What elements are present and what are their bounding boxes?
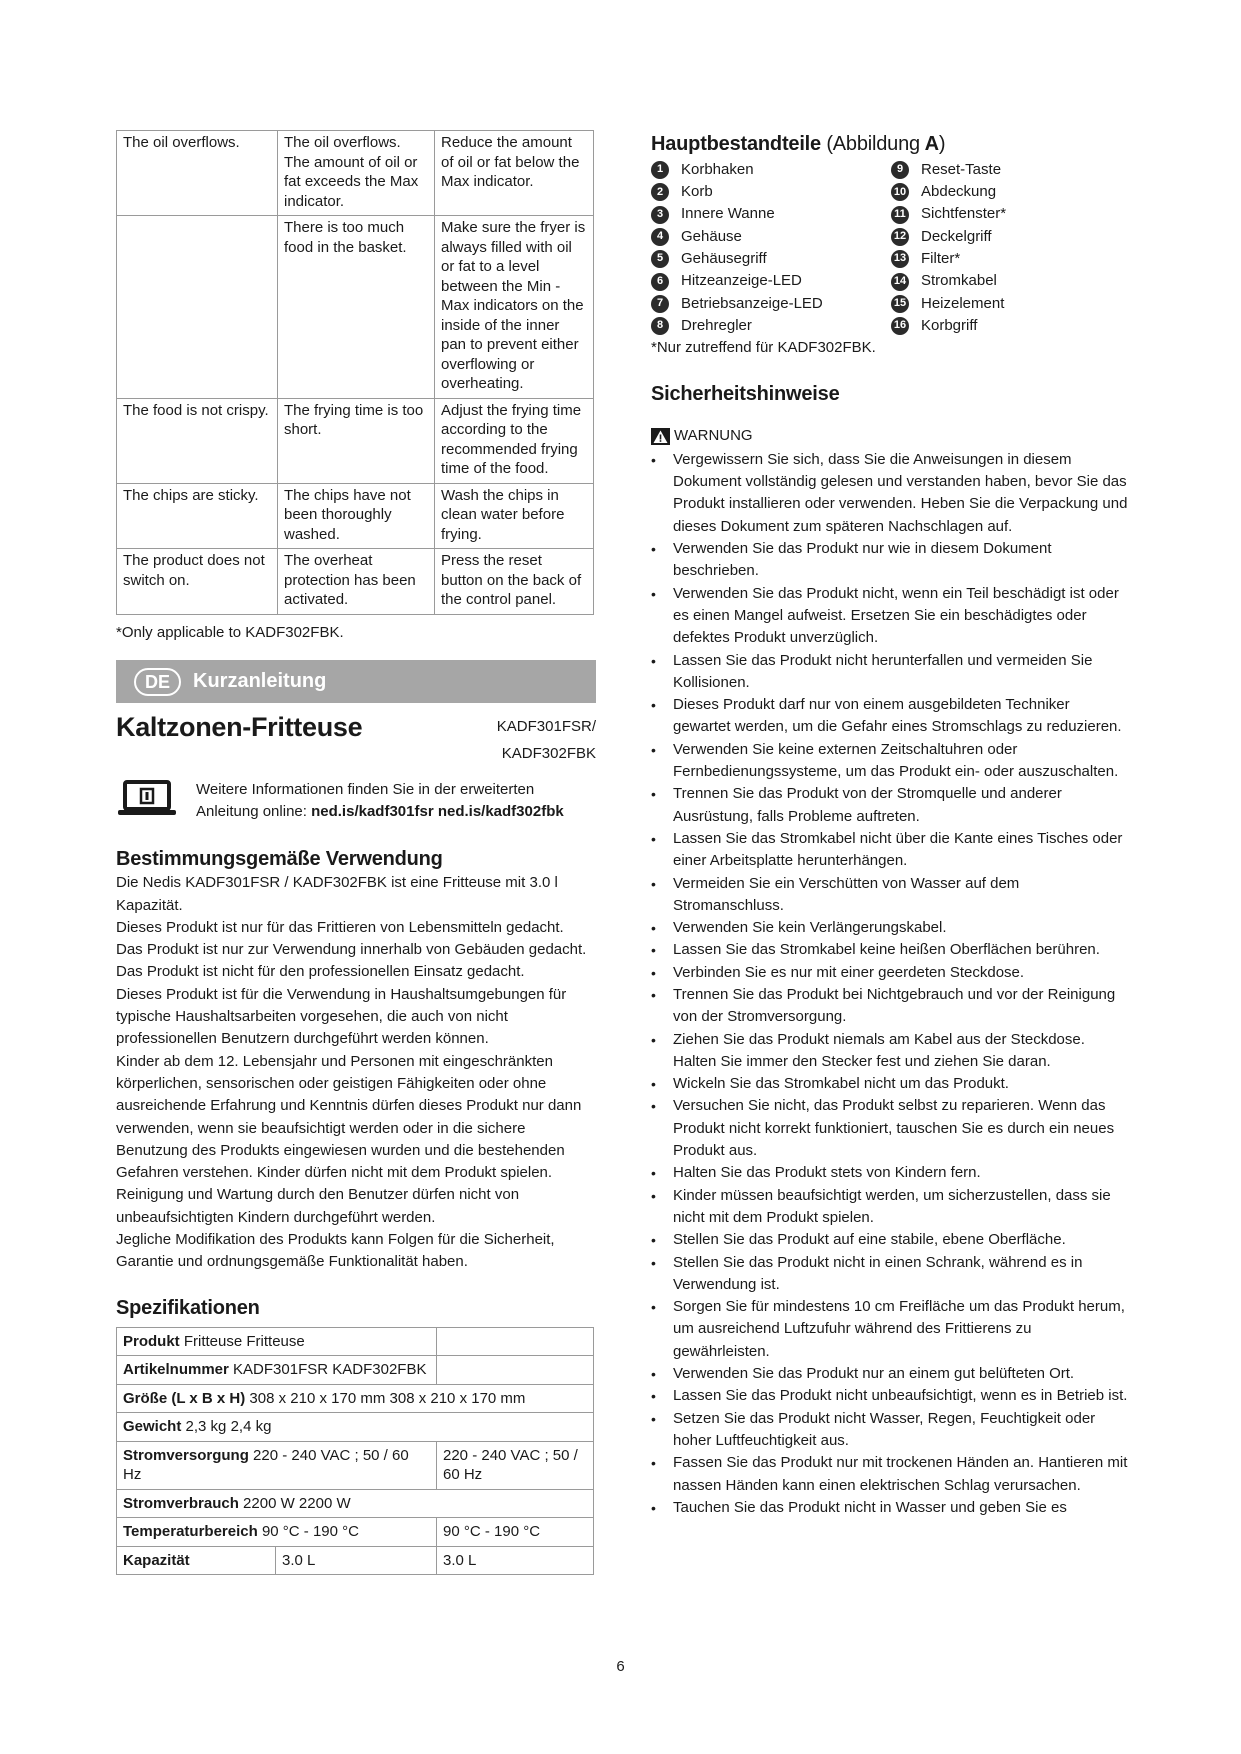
spec-value: 308 x 210 x 170 mm [389, 1389, 526, 1407]
online-info-text [196, 779, 564, 823]
paragraph: Dieses Produkt ist nur für das Frittieren von Lebensmitteln gedacht. [116, 918, 564, 936]
section-bar-label: Kurzanleitung [193, 670, 327, 693]
parts-heading-fig: A [924, 133, 939, 155]
intended-use-body [116, 872, 596, 1273]
spec-cell: 3.0 L [276, 1546, 437, 1575]
spec-cell [437, 1327, 594, 1356]
spec-label: Artikelnummer [123, 1361, 229, 1379]
spec-value: 2,4 kg [230, 1418, 272, 1436]
list-item [891, 248, 1131, 270]
table-row [117, 549, 594, 615]
paragraph: Kinder ab dem 12. Lebensjahr und Personen mit eingeschränkten körperlichen, sensorischen oder geistigen Fähigkeiten oder ohne ausreichende Erfahrung und Kenntnis dürfen dieses Produkt nur dann verwenden, wenn sie beaufsichtigt werden oder in die sichere Benutzung des Produkts eingewiesen wurden und die bestehenden Gefahren verstehen. Kinder dürfen nicht mit dem Produkt spielen. Reinigung und Wartung durch den Benutzer dürfen nicht von unbeaufsichtigten Kindern durchgeführt werden. [116, 1052, 582, 1226]
number-badge: 16 [891, 317, 909, 335]
spec-value: Fritteuse [246, 1332, 305, 1350]
list-item: • Lassen Sie das Produkt nicht unbeaufsichtigt, wenn es in Betrieb ist. [651, 1385, 1131, 1407]
number-badge: 11 [891, 206, 909, 224]
number-badge: 8 [651, 317, 669, 335]
spec-value: 220 - 240 VAC ; 50 / 60 Hz [123, 1446, 409, 1484]
table-row [117, 1356, 594, 1385]
list-item [651, 293, 891, 315]
intended-use-heading: Bestimmungsgemäße Verwendung [116, 848, 443, 871]
list-item [651, 226, 891, 248]
spec-cell [437, 1356, 594, 1385]
spec-value: 308 x 210 x 170 mm [249, 1389, 386, 1407]
model-code-line: KADF302FBK [501, 745, 596, 763]
spec-value: 2200 W [243, 1494, 295, 1512]
list-item: • Halten Sie das Produkt stets von Kindern fern. [651, 1162, 1131, 1184]
problem-cell: The oil overflows. [117, 131, 278, 216]
problem-cell: The product does not switch on. [117, 549, 278, 615]
list-item: • Verwenden Sie das Produkt nur wie in diesem Dokument beschrieben. [651, 538, 1131, 583]
cause-cell: The frying time is too short. [278, 398, 435, 483]
solution-cell: Reduce the amount of oil or fat below the Max indicator. [435, 131, 594, 216]
list-item: • Lassen Sie das Stromkabel nicht über die Kante eines Tisches oder einer Arbeitsplatte herunterhängen. [651, 828, 1131, 873]
number-badge: 4 [651, 228, 669, 246]
number-badge: 12 [891, 228, 909, 246]
spec-label: Stromversorgung [123, 1446, 249, 1464]
part-label: Gehäuse [681, 227, 742, 245]
list-item [891, 315, 1131, 337]
solution-cell: Adjust the frying time according to the recommended frying time of the food. [435, 398, 594, 483]
spec-cell [117, 1384, 594, 1413]
list-item: • Tauchen Sie das Produkt nicht in Wasser und geben Sie es [651, 1497, 1131, 1519]
spec-value: 90 °C - 190 °C [261, 1523, 359, 1541]
title-row [116, 707, 596, 765]
spec-cell: 3.0 L [437, 1546, 594, 1575]
language-section-bar [116, 660, 596, 703]
list-item: • Lassen Sie das Produkt nicht herunterfallen und vermeiden Sie Kollisionen. [651, 650, 1131, 695]
specs-table [116, 1327, 594, 1576]
table-row [117, 1546, 594, 1575]
specs-heading: Spezifikationen [116, 1296, 260, 1319]
list-item: • Stellen Sie das Produkt nicht in einen Schrank, während es in Verwendung ist. [651, 1252, 1131, 1297]
problem-cell [117, 216, 278, 399]
parts-heading-ref: (Abbildung [826, 133, 920, 155]
list-item: • Kinder müssen beaufsichtigt werden, um sicherzustellen, dass sie nicht mit dem Produkt spielen. [651, 1185, 1131, 1230]
paragraph: Das Produkt ist nur zur Verwendung innerhalb von Gebäuden gedacht. [116, 941, 587, 959]
spec-cell [117, 1356, 437, 1385]
number-badge: 2 [651, 183, 669, 201]
list-item [891, 204, 1131, 226]
list-item [891, 270, 1131, 292]
number-badge: 5 [651, 250, 669, 268]
cause-cell: The chips have not been thoroughly washed. [278, 483, 435, 549]
number-badge: 14 [891, 273, 909, 291]
part-label: Deckelgriff [921, 227, 992, 245]
spec-cell [117, 1413, 594, 1442]
part-label: Innere Wanne [681, 205, 775, 223]
model-codes [497, 713, 596, 767]
list-item [651, 204, 891, 226]
info-line: Weitere Informationen finden Sie in der erweiterten [196, 781, 535, 799]
spec-value: Fritteuse [183, 1332, 243, 1350]
parts-footnote: *Nur zutreffend für KADF302FBK. [651, 339, 876, 357]
spec-cell: 90 °C - 190 °C [437, 1518, 594, 1547]
list-item: • Sorgen Sie für mindestens 10 cm Freifläche um das Produkt herum, um ausreichend Luftzufuhr während des Frittierens zu gewährleisten. [651, 1296, 1131, 1363]
parts-heading-bold: Hauptbestandteile [651, 133, 821, 155]
spec-label: Größe (L x B x H) [123, 1389, 246, 1407]
parts-heading-close: ) [938, 133, 946, 155]
spec-value: KADF302FBK [332, 1361, 427, 1379]
part-label: Reset-Taste [921, 160, 1002, 178]
info-line-links [196, 801, 564, 823]
part-label: Abdeckung [921, 183, 997, 201]
parts-column [651, 159, 891, 337]
solution-cell: Wash the chips in clean water before frying. [435, 483, 594, 549]
info-prefix: Anleitung online: [196, 803, 312, 821]
spec-label: Produkt [123, 1332, 180, 1350]
warning-label [651, 427, 1131, 446]
list-item: • Verwenden Sie keine externen Zeitschaltuhren oder Fernbedienungssysteme, um das Produkt ein- oder auszuschalten. [651, 739, 1131, 784]
part-label: Sichtfenster* [921, 205, 1007, 223]
number-badge: 7 [651, 295, 669, 313]
list-item [891, 181, 1131, 203]
parts-list [651, 159, 1131, 337]
list-item [651, 315, 891, 337]
parts-heading [651, 132, 1131, 157]
info-links[interactable]: ned.is/kadf301fsr ned.is/kadf302fbk [311, 803, 564, 821]
number-badge: 13 [891, 250, 909, 268]
problem-cell: The food is not crispy. [117, 398, 278, 483]
spec-value: 2200 W [298, 1494, 351, 1512]
footnote: *Only applicable to KADF302FBK. [116, 623, 344, 641]
part-label: Heizelement [921, 294, 1005, 312]
list-item: • Stellen Sie das Produkt auf eine stabile, ebene Oberfläche. [651, 1229, 1131, 1251]
table-row [117, 216, 594, 399]
spec-value: 2,3 kg [185, 1418, 227, 1436]
list-item [651, 270, 891, 292]
safety-list [651, 449, 1131, 1519]
list-item: • Vermeiden Sie ein Verschütten von Wasser auf dem Stromanschluss. [651, 873, 1131, 918]
cause-cell: There is too much food in the basket. [278, 216, 435, 399]
list-item [651, 181, 891, 203]
spec-value: KADF301FSR [233, 1361, 329, 1379]
troubleshooting-table [116, 130, 594, 615]
paragraph: Jegliche Modifikation des Produkts kann Folgen für die Sicherheit, Garantie und ordnungsgemäße Funktionalität haben. [116, 1231, 555, 1271]
paragraph: Dieses Produkt ist für die Verwendung in Haushaltsumgebungen für typische Haushaltsarbeiten vorgesehen, die auch von nicht professionellen Benutzern durchgeführt werden können. [116, 985, 567, 1048]
spec-label: Stromverbrauch [123, 1494, 239, 1512]
list-item: • Fassen Sie das Produkt nur mit trockenen Händen an. Hantieren mit nassen Händen kann einen elektrischen Schlag verursachen. [651, 1452, 1131, 1497]
list-item: • Trennen Sie das Produkt von der Stromquelle und anderer Ausrüstung, falls Probleme auftreten. [651, 783, 1131, 828]
part-label: Betriebsanzeige-LED [681, 294, 823, 312]
part-label: Korbhaken [681, 160, 754, 178]
spec-cell: 220 - 240 VAC ; 50 / 60 Hz [437, 1441, 594, 1489]
part-label: Korb [681, 183, 713, 201]
table-row [117, 1518, 594, 1547]
part-label: Drehregler [681, 316, 752, 334]
list-item: • Verbinden Sie es nur mit einer geerdeten Steckdose. [651, 962, 1131, 984]
list-item: • Trennen Sie das Produkt bei Nichtgebrauch und vor der Reinigung von der Stromversorgung. [651, 984, 1131, 1029]
table-row [117, 1413, 594, 1442]
table-row [117, 483, 594, 549]
laptop-info-icon [116, 779, 178, 819]
list-item: • Setzen Sie das Produkt nicht Wasser, Regen, Feuchtigkeit oder hoher Luftfeuchtigkeit aus. [651, 1408, 1131, 1453]
list-item [891, 293, 1131, 315]
list-item: • Ziehen Sie das Produkt niemals am Kabel aus der Steckdose. Halten Sie immer den Stecker fest und ziehen Sie daran. [651, 1029, 1131, 1074]
table-row [117, 1489, 594, 1518]
warning-icon [651, 428, 670, 445]
parts-column [891, 159, 1131, 337]
table-row [117, 398, 594, 483]
number-badge: 1 [651, 161, 669, 179]
cause-cell: The oil overflows. The amount of oil or fat exceeds the Max indicator. [278, 131, 435, 216]
part-label: Filter* [921, 249, 961, 267]
list-item [651, 159, 891, 181]
spec-cell [117, 1489, 594, 1518]
model-code-line: KADF301FSR/ [496, 718, 596, 736]
spec-label: Kapazität [123, 1551, 190, 1569]
list-item: • Verwenden Sie kein Verlängerungskabel. [651, 917, 1131, 939]
solution-cell: Press the reset button on the back of the control panel. [435, 549, 594, 615]
solution-cell: Make sure the fryer is always filled with oil or fat to a level between the Min - Max indicators on the inside of the inner pan to prevent either overflowing or overheating. [435, 216, 594, 399]
list-item: • Wickeln Sie das Stromkabel nicht um das Produkt. [651, 1073, 1131, 1095]
table-row [117, 131, 594, 216]
right-column [651, 132, 1131, 1519]
list-item: • Verwenden Sie das Produkt nur an einem gut belüfteten Ort. [651, 1363, 1131, 1385]
part-label: Gehäusegriff [681, 249, 767, 267]
list-item: • Versuchen Sie nicht, das Produkt selbst zu reparieren. Wenn das Produkt nicht korrekt funktioniert, tauschen Sie es durch ein neues Produkt aus. [651, 1095, 1131, 1162]
number-badge: 10 [891, 183, 909, 201]
part-label: Korbgriff [921, 316, 978, 334]
spec-cell [117, 1327, 437, 1356]
spec-cell [117, 1441, 437, 1489]
list-item: • Vergewissern Sie sich, dass Sie die Anweisungen in diesem Dokument vollständig gelesen und verstanden haben, bevor Sie das Produkt installieren oder verwenden. Heben Sie die Verpackung und dieses Dokument zum späteren Nachschlagen auf. [651, 449, 1131, 538]
spec-label: Temperaturbereich [123, 1523, 258, 1541]
page-title: Kaltzonen-Fritteuse [116, 712, 363, 743]
page-number: 6 [616, 1658, 625, 1675]
table-row [117, 1327, 594, 1356]
list-item: • Dieses Produkt darf nur von einem ausgebildeten Techniker gewartet werden, um die Gefahr eines Stromschlags zu reduzieren. [651, 694, 1131, 739]
list-item: • Lassen Sie das Stromkabel keine heißen Oberflächen berühren. [651, 939, 1131, 961]
list-item [891, 226, 1131, 248]
problem-cell: The chips are sticky. [117, 483, 278, 549]
language-badge: DE [134, 668, 181, 696]
warning-text: WARNUNG [674, 427, 753, 445]
part-label: Stromkabel [921, 272, 997, 290]
number-badge: 3 [651, 206, 669, 224]
safety-heading: Sicherheitshinweise [651, 383, 840, 406]
spec-cell [117, 1518, 437, 1547]
spec-cell [117, 1546, 276, 1575]
list-item [651, 248, 891, 270]
number-badge: 15 [891, 295, 909, 313]
cause-cell: The overheat protection has been activated. [278, 549, 435, 615]
number-badge: 6 [651, 273, 669, 291]
online-info [116, 779, 596, 833]
part-label: Hitzeanzeige-LED [681, 272, 802, 290]
list-item: • Verwenden Sie das Produkt nicht, wenn ein Teil beschädigt ist oder es einen Mangel aufweist. Ersetzen Sie ein beschädigtes oder defektes Produkt unverzüglich. [651, 583, 1131, 650]
table-row [117, 1384, 594, 1413]
paragraph: Das Produkt ist nicht für den professionellen Einsatz gedacht. [116, 963, 525, 981]
list-item [891, 159, 1131, 181]
paragraph: Die Nedis KADF301FSR / KADF302FBK ist eine Fritteuse mit 3.0 l Kapazität. [116, 874, 558, 914]
spec-label: Gewicht [123, 1418, 182, 1436]
table-row [117, 1441, 594, 1489]
left-column [116, 130, 596, 1575]
number-badge: 9 [891, 161, 909, 179]
